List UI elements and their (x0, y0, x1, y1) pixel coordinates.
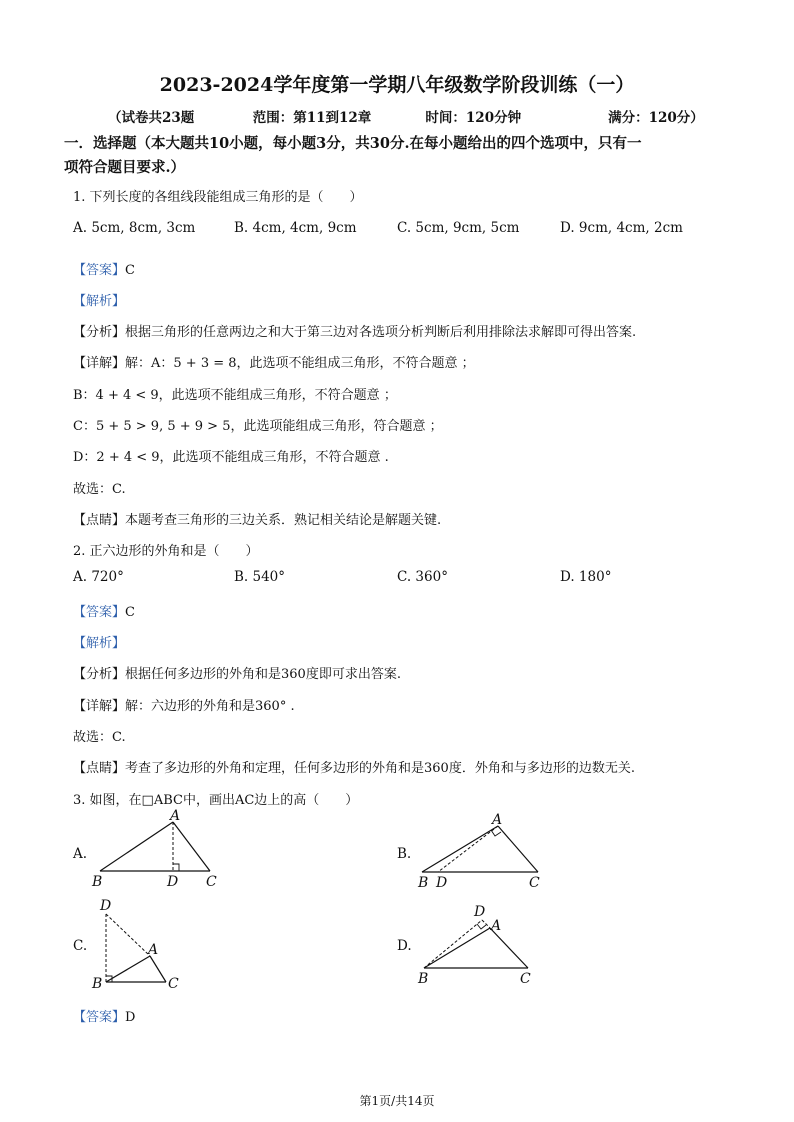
section-heading-line2: 项符合题目要求.） (64, 159, 186, 176)
q2-option-c: C. 360° (397, 569, 448, 585)
q1-line-d: D：2 + 4 < 9，此选项不能组成三角形，不符合题意 . (73, 450, 389, 465)
q1-option-d: D. 9cm, 4cm, 2cm (560, 220, 683, 236)
q3-figure-b (416, 814, 556, 892)
q1-fenxi: 【分析】根据三角形的任意两边之和大于第三边对各选项分析判断后利用排除法求解即可得出答案. (73, 325, 637, 340)
q3c-point-b: B (92, 976, 103, 992)
q3a-point-c: C (206, 874, 217, 890)
q3d-point-c: C (520, 971, 531, 987)
q2-option-d: D. 180° (560, 569, 612, 585)
q1-option-c: C. 5cm, 9cm, 5cm (397, 220, 520, 236)
q3-figure-c (90, 896, 200, 996)
q1-comment: 【点睛】本题考查三角形的三边关系．熟记相关结论是解题关键. (73, 513, 442, 528)
q1-option-a: A. 5cm, 8cm, 3cm (73, 220, 196, 236)
q3d-point-b: B (418, 971, 429, 987)
q3-label-d: D. (397, 938, 412, 954)
q3b-point-a: A (492, 812, 503, 828)
q3-answer: 【答案】D (73, 1010, 136, 1025)
q3b-point-b: B (418, 875, 429, 891)
q2-detail: 【详解】解：六边形的外角和是360° . (73, 699, 295, 714)
q2-stem: 2. 正六边形的外角和是（ ） (73, 544, 259, 559)
q1-detail: 【详解】解：A：5 + 3 = 8，此选项不能组成三角形，不符合题意 ； (73, 356, 475, 371)
q3b-point-d: D (436, 875, 448, 891)
q2-fenxi: 【分析】根据任何多边形的外角和是360度即可求出答案. (73, 667, 401, 682)
q3-label-b: B. (397, 846, 412, 862)
q3a-point-d: D (167, 874, 179, 890)
exam-info (108, 106, 704, 126)
q3b-point-c: C (529, 875, 540, 891)
q1-answer: 【答案】C (73, 263, 135, 278)
item-count: （试卷共23题 (108, 110, 195, 126)
q3c-point-c: C (168, 976, 179, 992)
q3c-point-a: A (148, 942, 159, 958)
q2-option-a: A. 720° (73, 569, 124, 585)
chapter-range: 范围：第11到12章 (252, 110, 372, 126)
page-title: 2023-2024学年度第一学期八年级数学阶段训练（一） (159, 74, 635, 96)
q3-label-c: C. (73, 938, 88, 954)
q3d-point-d: D (474, 904, 486, 920)
q3a-point-a: A (170, 808, 181, 824)
q3a-point-b: B (92, 874, 103, 890)
q1-stem: 1. 下列长度的各组线段能组成三角形的是（ ） (73, 190, 363, 205)
q3c-point-d: D (100, 898, 112, 914)
page-number: 第1页/共14页 (359, 1094, 435, 1108)
q1-option-b: B. 4cm, 4cm, 9cm (234, 220, 357, 236)
full-score: 满分：120分） (608, 110, 704, 126)
q1-line-b: B：4 + 4 < 9，此选项不能组成三角形，不符合题意 ； (73, 388, 397, 403)
q2-analysis-tag: 【解析】 (73, 636, 126, 651)
q3-label-a: A. (73, 846, 88, 862)
q3-stem: 3. 如图，在□ABC中，画出AC边上的高（ ） (73, 793, 359, 808)
section-heading-line1: 一．选择题（本大题共10小题，每小题3分，共30分.在每小题给出的四个选项中，只有一 (64, 135, 642, 152)
q2-comment: 【点睛】考查了多边形的外角和定理，任何多边形的外角和是360度．外角和与多边形的边数无关. (73, 761, 635, 776)
q2-answer: 【答案】C (73, 605, 135, 620)
answer-tag: 【答案】 (73, 263, 126, 278)
q3-figure-a (90, 808, 230, 892)
q1-analysis-tag: 【解析】 (73, 294, 126, 309)
q2-option-b: B. 540° (234, 569, 286, 585)
q3-figure-d (416, 900, 546, 990)
q1-choice: 故选：C. (73, 482, 126, 497)
q1-line-c: C：5 + 5 > 9, 5 + 9 > 5，此选项能组成三角形，符合题意 ； (73, 419, 443, 434)
q3d-point-a: A (491, 918, 502, 934)
q2-choice: 故选：C. (73, 730, 126, 745)
time-limit: 时间：120分钟 (425, 110, 522, 126)
